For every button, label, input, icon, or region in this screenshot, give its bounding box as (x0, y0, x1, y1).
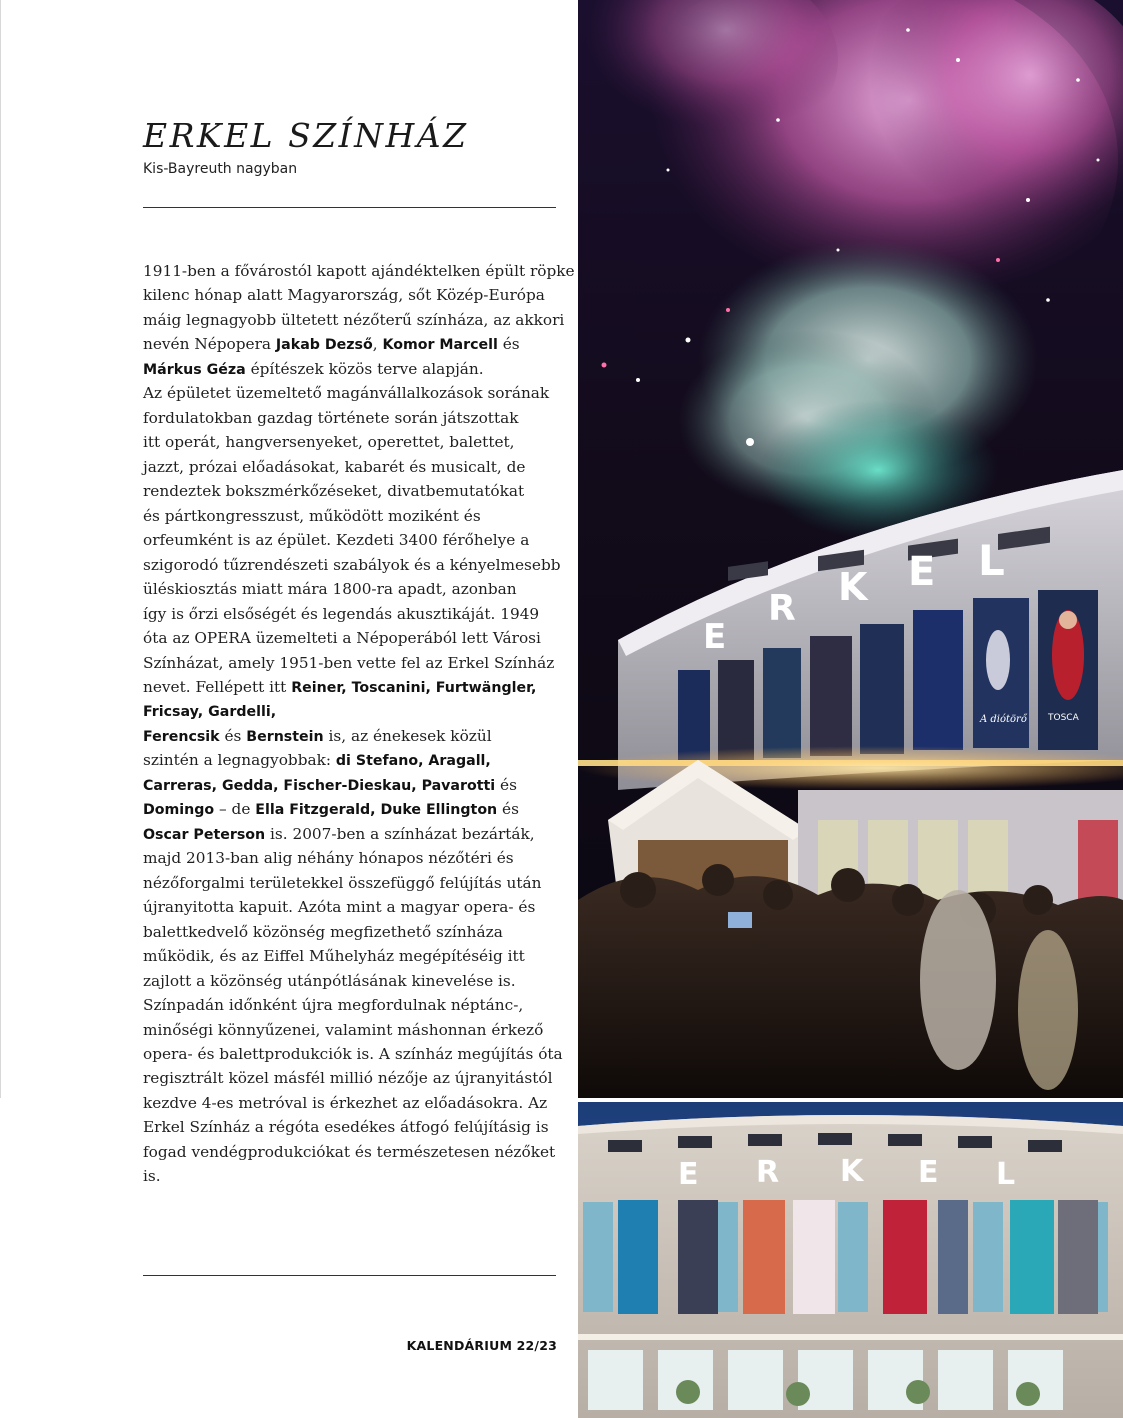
body-text-run: és (497, 800, 519, 819)
page-footer: KALENDÁRIUM 22/23 (406, 1338, 557, 1353)
photo-facade-dusk (578, 1102, 1123, 1418)
bottom-divider (143, 1275, 556, 1276)
body-text-run: – de (214, 800, 256, 819)
body-text-run: fordulatokban gazdag története során játszottak (143, 408, 519, 427)
body-text-run: és (495, 775, 517, 794)
body-line (143, 430, 563, 454)
body-bold-name: Carreras, Gedda, Fischer-Dieskau, Pavarotti (143, 777, 496, 794)
body-text-run: minőségi könnyűzenei, valamint máshonnan érkező (143, 1020, 544, 1039)
body-bold-name: Oscar Peterson (143, 826, 266, 843)
facade-letter: E (678, 1157, 699, 1192)
facade-letter: K (838, 565, 868, 609)
facade-letter: E (908, 549, 936, 595)
body-text-run: újranyitotta kapuit. Azóta mint a magyar opera- és (143, 898, 536, 917)
body-line (143, 406, 563, 430)
body-line (143, 797, 563, 821)
facade-letter: E (703, 617, 727, 657)
body-line (143, 822, 563, 846)
top-divider (143, 207, 556, 208)
body-text-run: máig legnagyobb ültetett nézőterű színháza, az akkori (143, 310, 565, 329)
body-line (143, 381, 563, 405)
body-bold-name: Márkus Géza (143, 361, 246, 378)
body-line (143, 553, 563, 577)
body-text-run: építészek közös terve alapján. (245, 359, 484, 378)
body-text-run: és pártkongresszust, működött moziként és (143, 506, 481, 525)
body-text-run: kezdve 4-es metróval is érkezhet az előadásokra. Az (143, 1093, 548, 1112)
body-text-run: rendeztek bokszmérkőzéseket, divatbemutatókat (143, 482, 525, 501)
body-text-run: és (219, 726, 247, 745)
body-text-run: üléskiosztás miatt mára 1800-ra apadt, azonban (143, 580, 517, 599)
body-text-run: balettkedvelő közönség megfizethető színháza (143, 922, 503, 941)
body-text-run: majd 2013-ban alig néhány hónapos nézőtéri és (143, 849, 514, 868)
body-line (143, 651, 563, 675)
body-text-run: zajlott a közönség utánpótlásának kinevelése is. (143, 971, 516, 990)
body-text-run: Erkel Színház a régóta esedékes átfogó felújításig is (143, 1118, 549, 1137)
body-text-run: is. 2007-ben a színházat bezárták, (265, 824, 535, 843)
body-text-run: is. (143, 1167, 161, 1186)
body-line (143, 895, 563, 919)
body-line (143, 308, 563, 332)
body-text-run: és (497, 335, 520, 354)
body-text-run: szigorodó tűzrendészeti szabályok és a kényelmesebb (143, 555, 561, 574)
body-text-run: fogad vendégprodukciókat és természetesen nézőket (143, 1142, 556, 1161)
body-line (143, 577, 563, 601)
body-line (143, 1066, 563, 1090)
body-line (143, 724, 563, 748)
body-line (143, 1115, 563, 1139)
body-line (143, 357, 563, 381)
body-line (143, 1018, 563, 1042)
body-line (143, 969, 563, 993)
facade-letter: L (996, 1157, 1016, 1192)
body-text-run: regisztrált közel másfél millió nézője az újranyitástól (143, 1069, 553, 1088)
body-line (143, 846, 563, 870)
body-line (143, 504, 563, 528)
body-text-run: óta az OPERA üzemelteti a Népoperából lett Városi (143, 629, 541, 648)
page-edge-line (0, 0, 1, 1098)
body-text-run: így is őrzi elsőségét és legendás akusztikáját. 1949 (143, 604, 540, 623)
body-bold-name: Domingo (143, 802, 215, 819)
body-bold-name: Jakab Dezső (275, 337, 373, 354)
body-bold-name: di Stefano, Aragall, (335, 753, 491, 770)
body-line (143, 993, 563, 1017)
body-text-run: , (372, 335, 383, 354)
body-text-run: Színházat, amely 1951-ben vette fel az Erkel Színház (143, 653, 555, 672)
body-line (143, 871, 563, 895)
facade-letter: L (978, 536, 1005, 585)
facade-letter: E (918, 1155, 939, 1190)
body-text-run: nevet. Fellépett itt (143, 677, 292, 696)
body-line (143, 283, 563, 307)
body-line (143, 773, 563, 797)
article-title: ERKEL SZÍNHÁZ (143, 116, 469, 155)
body-line (143, 748, 563, 772)
body-line (143, 528, 563, 552)
body-line (143, 699, 563, 723)
body-line (143, 1140, 563, 1164)
body-bold-name: Reiner, Toscanini, Furtwängler, (291, 679, 537, 696)
facade-letter: K (840, 1154, 864, 1189)
body-bold-name: Fricsay, Gardelli, (143, 704, 277, 721)
facade-letter: R (768, 588, 796, 629)
body-line (143, 675, 563, 699)
body-line (143, 626, 563, 650)
body-bold-name: Ferencsik (143, 728, 220, 745)
body-line (143, 455, 563, 479)
body-bold-name: Ella Fitzgerald, Duke Ellington (255, 802, 498, 819)
body-text-run: szintén a legnagyobbak: (143, 751, 336, 770)
body-bold-name: Bernstein (246, 728, 324, 745)
body-line (143, 1042, 563, 1066)
facade-letter: R (756, 1155, 780, 1190)
body-text-run: itt operát, hangversenyeket, operettet, balettet, (143, 433, 515, 452)
body-text-run: nézőforgalmi területekkel összefüggő felújítás után (143, 873, 542, 892)
body-bold-name: Komor Marcell (382, 337, 498, 354)
body-text-run: Az épületet üzemeltető magánvállalkozások sorának (143, 384, 550, 403)
article-subtitle: Kis-Bayreuth nagyban (143, 161, 298, 177)
body-text-run: orfeumként is az épület. Kezdeti 3400 férőhelye a (143, 531, 530, 550)
body-line (143, 259, 575, 283)
banner-title: A diótörő (980, 714, 1027, 725)
banner-title: TOSCA (1048, 713, 1079, 723)
body-text-run: opera- és balettprodukciók is. A színház megújítás óta (143, 1045, 563, 1063)
body-line (143, 332, 563, 356)
article-body (143, 259, 575, 1189)
photo-fireworks-facade (578, 0, 1123, 1098)
body-text-run: működik, és az Eiffel Műhelyház megépítéséig itt (143, 947, 525, 966)
body-line (143, 1091, 563, 1115)
body-line (143, 602, 563, 626)
body-line (143, 920, 563, 944)
body-line (143, 944, 563, 968)
body-text-run: 1911-ben a fővárostól kapott ajándéktelken épült röpke (143, 262, 575, 280)
body-text-run: jazzt, prózai előadásokat, kabarét és musicalt, de (143, 457, 526, 476)
body-line (143, 479, 563, 503)
body-text-run: nevén Népopera (143, 335, 276, 354)
body-text-run: kilenc hónap alatt Magyarország, sőt Közép-Európa (143, 286, 545, 305)
body-text-run: is, az énekesek közül (323, 726, 492, 745)
body-line (143, 1164, 563, 1188)
body-text-run: Színpadán időnként újra megfordulnak néptánc-, (143, 996, 524, 1015)
